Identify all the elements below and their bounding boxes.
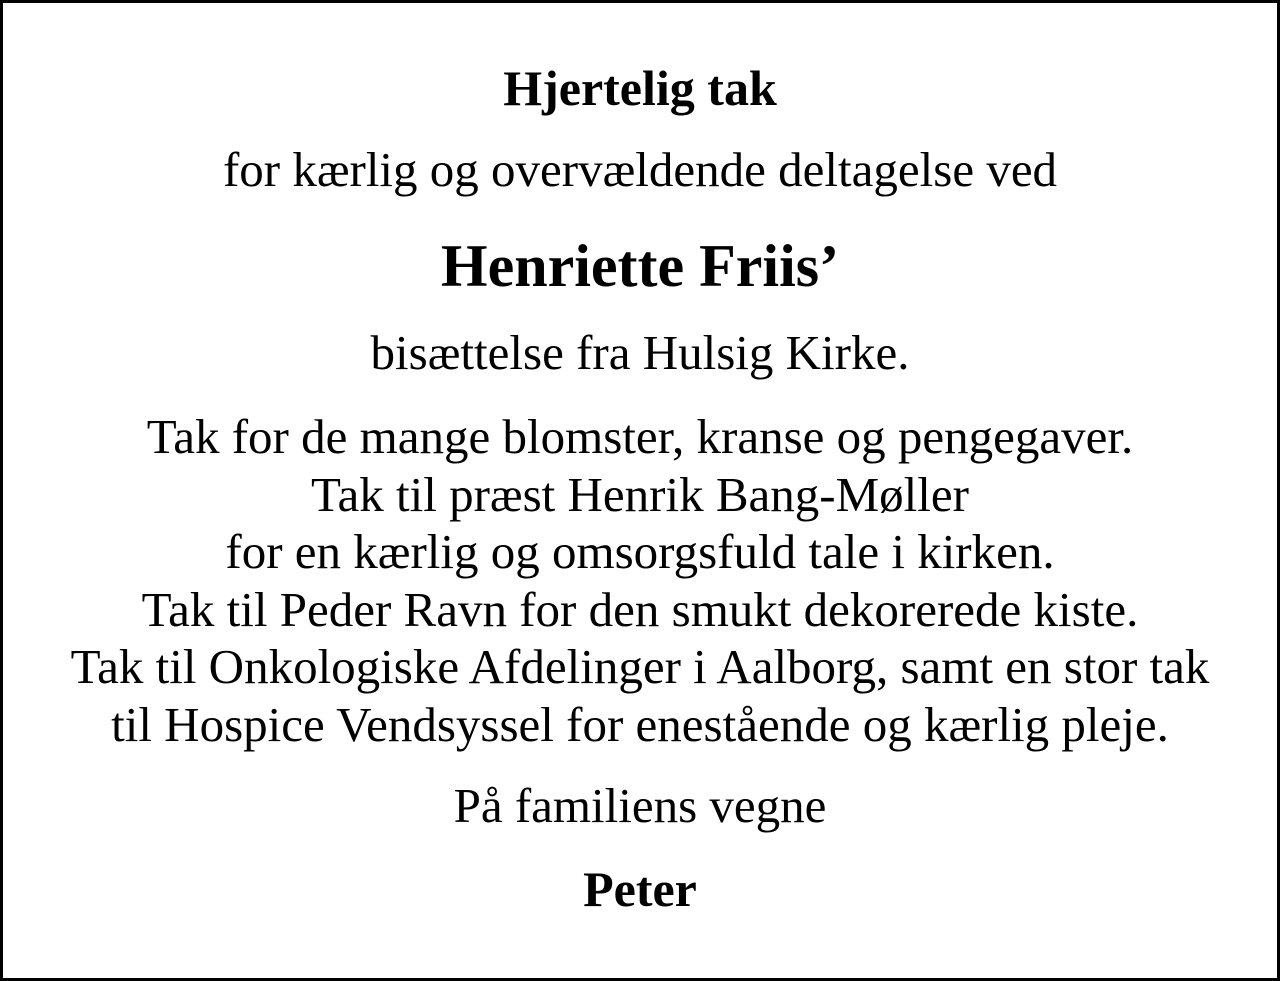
closing-line: På familiens vegne (453, 778, 827, 833)
thanks-line: Tak for de mange blomster, kranse og pengegaver. (146, 409, 1134, 464)
thanks-line: Tak til Peder Ravn for den smukt dekorerede kiste. (141, 581, 1139, 637)
thanks-line: til Hospice Vendsyssel for enestående og kærlig pleje. (111, 696, 1169, 752)
notice-heading: Hjertelig tak (503, 60, 777, 116)
deceased-name: Henriette Friis’ (440, 233, 840, 299)
thanks-line: Tak til præst Henrik Bang-Møller (311, 466, 969, 522)
notice-intro: for kærlig og overvældende deltagelse ved (222, 142, 1058, 197)
thanks-body (3, 408, 1277, 754)
thanks-line: Tak til Onkologiske Afdelinger i Aalborg, samt en stor tak (70, 639, 1210, 695)
thanks-line: for en kærlig og omsorgsfuld tale i kirken. (225, 524, 1055, 580)
signer-name: Peter (583, 861, 697, 917)
funeral-place: bisættelse fra Hulsig Kirke. (370, 325, 910, 380)
